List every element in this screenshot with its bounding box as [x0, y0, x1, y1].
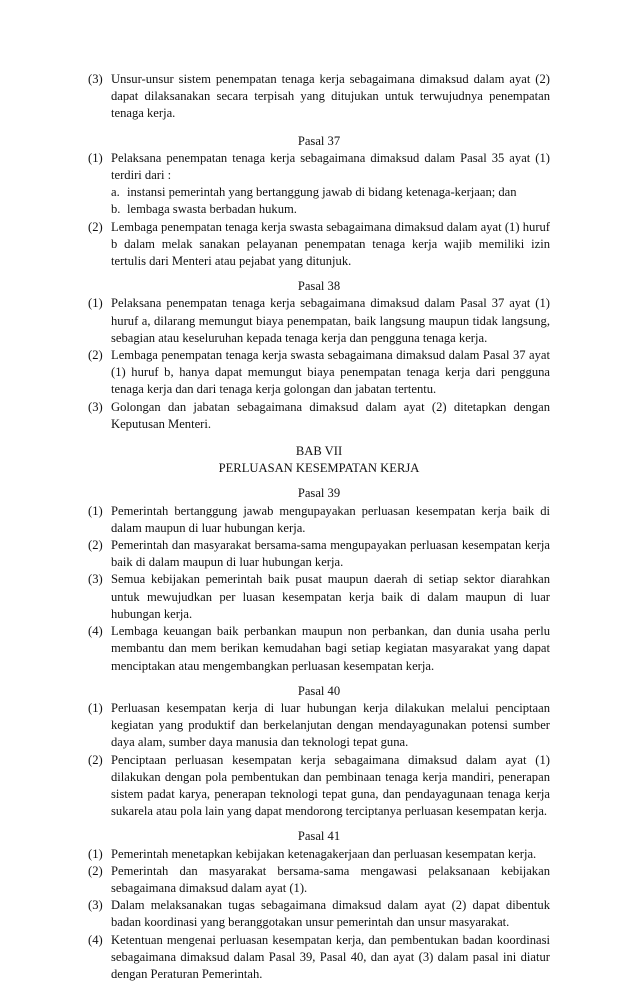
item-text: Pelaksana penempatan tenaga kerja sebagaimana dimaksud dalam Pasal 35 ayat (1) terdiri dari :: [111, 150, 550, 183]
paragraph-item: [88, 863, 550, 897]
paragraph-item: [88, 503, 550, 537]
pasal-38-heading: Pasal 38: [297, 279, 341, 294]
sub-item: [111, 184, 550, 201]
item-text: Perluasan kesempatan kerja di luar hubungan kerja dilakukan melalui penciptaan kegiatan yang produktif dan berkelanjutan dengan mendayagunakan potensi sumber daya alam, sumber daya manusia dan teknologi tepat guna.: [111, 700, 550, 750]
item-number: (2): [88, 538, 103, 553]
pasal-41-heading: Pasal 41: [297, 829, 341, 844]
sub-item-text: lembaga swasta berbadan hukum.: [127, 202, 297, 217]
item-text: Penciptaan perluasan kesempatan kerja sebagaimana dimaksud dalam ayat (1) dilakukan dengan pola pembentukan dan pembinaan tenaga kerja mandiri, penerapan sistem padat karya, penerapan teknologi tepat guna, dan pendayagunaan tenaga kerja sukarela atau pola lain yang dapat mendorong terciptanya perluasan kesempatan kerja.: [111, 752, 550, 819]
item-text: Pemerintah bertanggung jawab mengupayakan perluasan kesempatan kerja baik di dalam maupun di luar hubungan kerja.: [111, 503, 550, 535]
item-text: Lembaga penempatan tenaga kerja swasta sebagaimana dimaksud dalam Pasal 37 ayat (1) huruf b, hanya dapat memungut biaya penempatan tenaga kerja dari pengguna tenaga kerja dan dari tenaga kerja golongan dan jabatan tertentu.: [111, 348, 550, 397]
item-text: Golongan dan jabatan sebagaimana dimaksud dalam ayat (2) ditetapkan dengan Keputusan Menteri.: [111, 399, 550, 431]
item-number: (1): [88, 846, 103, 861]
item-text: Dalam melaksanakan tugas sebagaimana dimaksud dalam ayat (2) dapat dibentuk badan koordinasi yang beranggotakan unsur pemerintah dan unsur masyarakat.: [111, 898, 550, 930]
item-number: (1): [88, 296, 103, 311]
item-number: (3): [88, 72, 103, 86]
item-number: (3): [88, 572, 103, 587]
paragraph-item: [88, 700, 550, 752]
paragraph-item: [88, 623, 550, 675]
item-number: (2): [88, 752, 103, 767]
paragraph-item: [88, 932, 550, 983]
item-number: (2): [88, 348, 103, 363]
paragraph-item: [88, 150, 550, 219]
paragraph-item: [88, 897, 550, 931]
paragraph-item: [88, 537, 550, 571]
paragraph-item: [88, 571, 550, 623]
item-text: Ketentuan mengenai perluasan kesempatan kerja, dan pembentukan badan koordinasi sebagaimana dimaksud dalam Pasal 39, Pasal 40, dan ayat (3) dalam pasal ini diatur dengan Peraturan Pemerintah.: [111, 932, 550, 981]
pasal-37-heading: Pasal 37: [297, 133, 341, 148]
paragraph-item: [88, 752, 550, 821]
item-text: Pemerintah dan masyarakat bersama-sama mengawasi pelaksanaan kebijakan sebagaimana dimaksud dalam ayat (1).: [111, 863, 550, 895]
chapter-number: BAB VII: [295, 444, 343, 459]
item-number: (1): [88, 700, 103, 715]
item-number: (4): [88, 624, 103, 639]
item-number: (3): [88, 399, 103, 414]
item-text: Unsur-unsur sistem penempatan tenaga kerja sebagaimana dimaksud dalam ayat (2) dapat dilaksanakan secara terpisah yang ditujukan untuk terwujudnya penempatan tenaga kerja.: [111, 72, 550, 121]
pasal-39-heading: Pasal 39: [297, 486, 341, 501]
item-text: Semua kebijakan pemerintah baik pusat maupun daerah di setiap sektor diarahkan untuk mewujudkan per luasan kesempatan kerja baik di dalam maupun di luar hubungan kerja.: [111, 572, 550, 621]
item-text: Pemerintah dan masyarakat bersama-sama mengupayakan perluasan kesempatan kerja baik di dalam maupun di luar hubungan kerja.: [111, 538, 550, 570]
sub-item-letter: a.: [111, 185, 120, 200]
paragraph-item: [88, 399, 550, 433]
item-number: (2): [88, 863, 103, 878]
pasal-40-heading: Pasal 40: [297, 683, 341, 698]
item-text: Pelaksana penempatan tenaga kerja sebagaimana dimaksud dalam Pasal 37 ayat (1) huruf a, dilarang memungut biaya penempatan, baik langsung maupun tidak langsung, sebagian atau keseluruhan kepada tenaga kerja dan pengguna tenaga kerja.: [111, 296, 550, 345]
chapter-title: PERLUASAN KESEMPATAN KERJA: [218, 461, 420, 476]
item-text: Lembaga penempatan tenaga kerja swasta sebagaimana dimaksud dalam ayat (1) huruf b dalam melak sanakan pelayanan penempatan tenaga kerja wajib memiliki izin tertulis dari Menteri atau pejabat yang ditunjuk.: [111, 219, 550, 269]
paragraph-item: [88, 71, 550, 123]
item-text: Lembaga keuangan baik perbankan maupun non perbankan, dan dunia usaha perlu membantu dan mem berikan kemudahan bagi setiap kegiatan masyarakat yang dapat menciptakan atau mengembangkan perluasan kesempatan kerja.: [111, 624, 550, 673]
sub-item-text: instansi pemerintah yang bertanggung jawab di bidang ketenaga-kerjaan; dan: [127, 185, 517, 200]
document-page: [88, 71, 550, 983]
item-number: (3): [88, 898, 103, 913]
sub-item: [111, 201, 550, 218]
paragraph-item: [88, 219, 550, 271]
item-text: Pemerintah menetapkan kebijakan ketenagakerjaan dan perluasan kesempatan kerja.: [111, 846, 537, 861]
sub-item-letter: b.: [111, 202, 121, 217]
item-number: (4): [88, 932, 103, 947]
paragraph-item: [88, 295, 550, 347]
item-number: (1): [88, 503, 103, 518]
paragraph-item: [88, 846, 550, 863]
paragraph-item: [88, 347, 550, 399]
item-number: (2): [88, 219, 103, 234]
item-number: (1): [88, 150, 103, 165]
